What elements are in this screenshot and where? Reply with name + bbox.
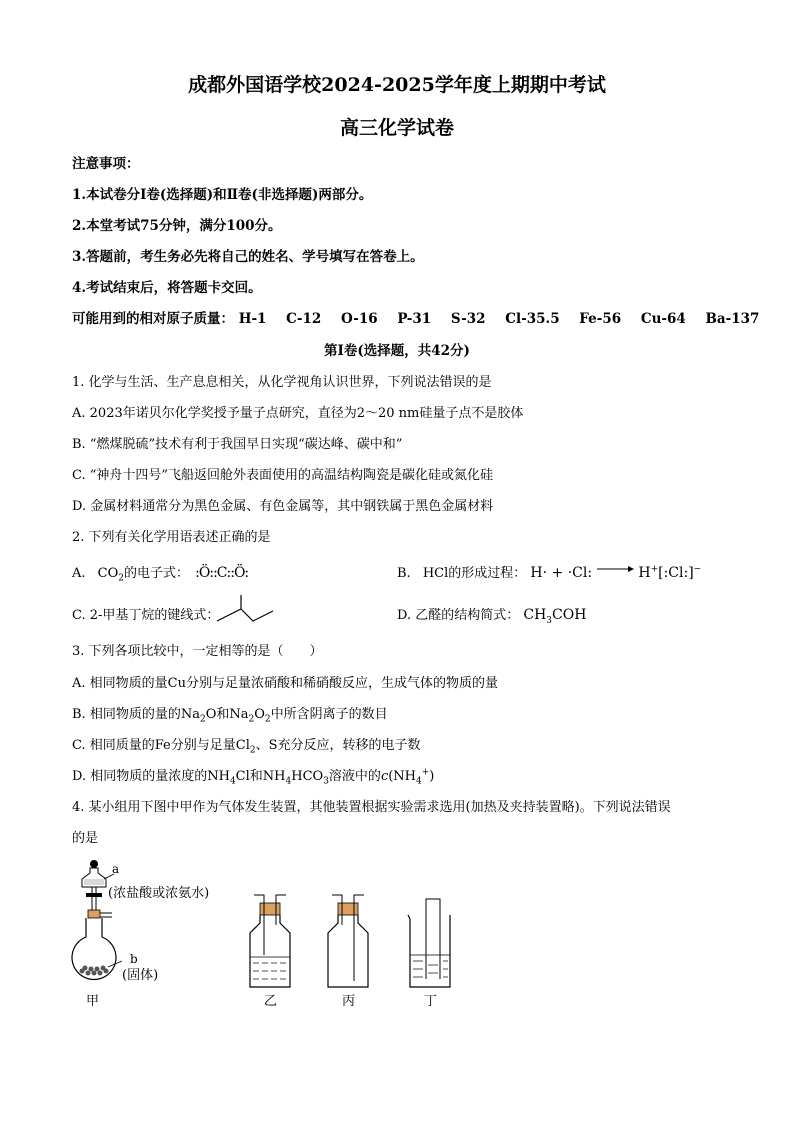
q1-option-c: C. “神舟十四号”飞船返回舱外表面使用的高温结构陶瓷是碳化硅或氮化硅 [72, 468, 494, 483]
apparatus-yi [250, 895, 290, 987]
q2-b-label: B. [397, 566, 411, 581]
q3-option-d: D. 相同物质的量浓度的$NH_4Cl$和$NH_4HCO_3$溶液中的$c(NH_4^+)$ [72, 767, 435, 787]
apparatus-label-yi: 乙 [264, 994, 278, 1009]
apparatus-label-bing: 丙 [342, 994, 356, 1009]
notes-heading: 注意事项： [72, 156, 140, 172]
section-1-title: 第Ⅰ卷(选择题，共42分) [324, 343, 470, 359]
q1-stem: 1. 化学与生活、生产息息相关，从化学视角认识世界，下列说法错误的是 [72, 375, 492, 390]
q3-option-a: A. 相同物质的量Cu分别与足量浓硝酸和稀硝酸反应，生成气体的物质的量 [72, 676, 498, 691]
atomic-mass-p: P-31 [397, 311, 432, 327]
exam-subtitle: 高三化学试卷 [339, 117, 454, 139]
q3-stem: 3. 下列各项比较中，一定相等的是（ ） [72, 644, 323, 659]
q2-b-text: HCl的形成过程： [422, 566, 527, 581]
2-methylbutane-skeletal-formula [215, 593, 275, 629]
q1-option-d: D. 金属材料通常分为黑色金属、有色金属等，其中钢铁属于黑色金属材料 [72, 499, 494, 514]
gas-apparatus-figure [60, 855, 480, 1015]
atomic-mass-label: 可能用到的相对原子质量： [72, 311, 234, 327]
q1-option-b: B. “燃煤脱硫”技术有利于我国早日实现“碳达峰、碳中和” [72, 437, 403, 452]
apparatus-jia [72, 860, 122, 979]
label-b-text: (固体) [122, 968, 159, 983]
atomic-mass-fe: Fe-56 [579, 311, 622, 327]
apparatus-label-ding: 丁 [424, 994, 438, 1009]
atomic-mass-o: O-16 [341, 311, 378, 327]
q2-a-co2: $CO_2$的电子式： [97, 566, 190, 584]
q3-option-c: C. 相同质量的Fe分别与足量$Cl_2$、S充分反应，转移的电子数 [72, 738, 421, 756]
q2-option-b [397, 562, 701, 581]
funnel-stopper-icon [90, 860, 98, 868]
q2-option-c [72, 604, 219, 623]
q2-option-a [72, 562, 248, 584]
q2-a-electron-formula: :Ö::C::Ö: [195, 565, 249, 581]
q2-a-label: A. [72, 566, 86, 581]
atomic-mass-cu: Cu-64 [640, 311, 686, 327]
label-a-text: (浓盐酸或浓氨水) [108, 886, 210, 901]
atomic-mass-c: C-12 [286, 311, 322, 327]
q4-stem-line-1: 4. 某小组用下图中甲作为气体发生装置，其他装置根据实验需求选用(加热及夹持装置略)。下列说法错误 [72, 800, 671, 815]
note-item-2: 2.本堂考试75分钟，满分100分。 [72, 218, 282, 234]
apparatus-bing [328, 895, 368, 987]
label-b: b [130, 952, 138, 966]
apparatus-ding [408, 899, 450, 987]
q2-b-arrow-icon [596, 562, 634, 577]
q4-stem-line-2: 的是 [72, 831, 99, 846]
note-item-4: 4.考试结束后，将答题卡交回。 [72, 280, 262, 296]
q2-c-text: C. 2-甲基丁烷的键线式： [72, 608, 220, 623]
q2-stem: 2. 下列有关化学用语表述正确的是 [72, 530, 271, 545]
q3-option-b: B. 相同物质的量的$Na_2O$和$Na_2O_2$中所含阴离子的数目 [72, 707, 388, 725]
apparatus-label-jia: 甲 [86, 994, 100, 1009]
atomic-mass-cl: Cl-35.5 [505, 311, 560, 327]
label-a: a [112, 862, 120, 876]
q2-b-right: H+[:Cl:]− [638, 564, 702, 581]
note-item-3: 3.答题前，考生务必先将自己的姓名、学号填写在答卷上。 [72, 249, 424, 265]
q2-b-left: H· + ·Cl: [530, 565, 593, 581]
atomic-mass-h: H-1 [238, 311, 267, 327]
q2-d-text: D. 乙醛的结构简式： [397, 608, 520, 623]
atomic-mass-ba: Ba-137 [705, 311, 760, 327]
exam-title: 成都外国语学校2024-2025学年度上期期中考试 [188, 74, 606, 96]
atomic-mass-line [72, 307, 759, 327]
q1-option-a: A. 2023年诺贝尔化学奖授予量子点研究，直径为2～20 nm硅量子点不是胶体 [72, 406, 524, 421]
note-item-1: 1.本试卷分Ⅰ卷(选择题)和Ⅱ卷(非选择题)两部分。 [72, 187, 373, 203]
q2-d-formula: $CH_3COH$ [523, 607, 587, 626]
atomic-mass-s: S-32 [450, 311, 486, 327]
q2-option-d [397, 604, 586, 626]
